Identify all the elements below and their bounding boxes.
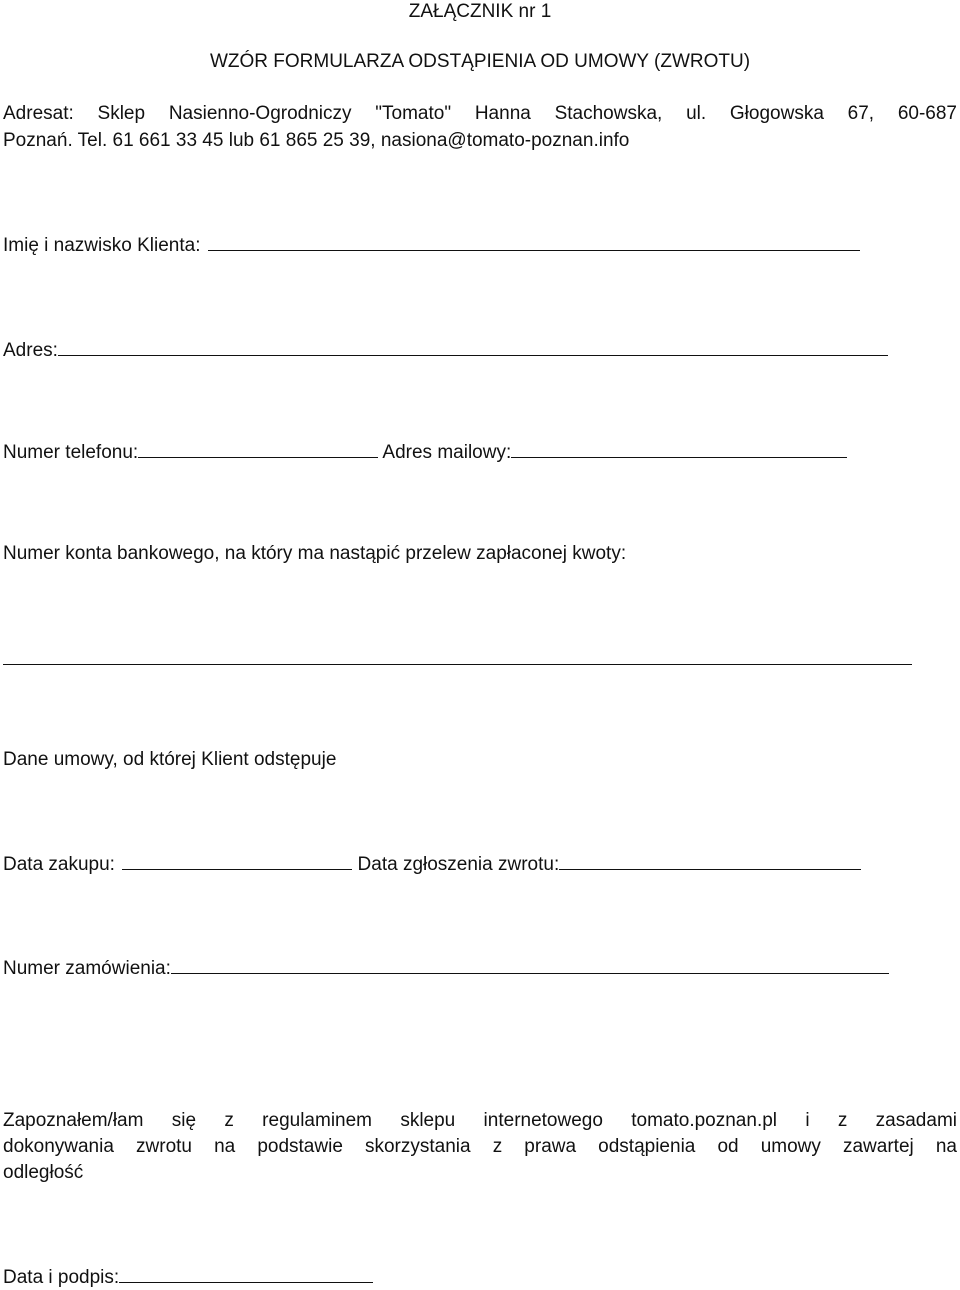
- address-label: Adres:: [3, 340, 58, 361]
- address-field[interactable]: [58, 337, 888, 356]
- statement-line-2: dokonywania zwrotu na podstawie skorzystania z prawa odstąpienia od umowy zawartej na: [3, 1136, 957, 1157]
- order-number-field[interactable]: [171, 955, 889, 974]
- bank-account-label: Numer konta bankowego, na który ma nastąpić przelew zapłaconej kwoty:: [3, 543, 627, 564]
- purchase-date-field[interactable]: [122, 851, 352, 870]
- phone-email-row: [3, 439, 847, 465]
- client-name-field[interactable]: [208, 232, 860, 251]
- statement-line-3: odległość: [3, 1162, 84, 1183]
- email-label: Adres mailowy:: [382, 442, 512, 463]
- contract-data-heading: Dane umowy, od której Klient odstępuje: [3, 749, 337, 770]
- addressee-line-2: Poznań. Tel. 61 661 33 45 lub 61 865 25 39, nasiona@tomato-poznan.info: [3, 130, 630, 151]
- statement-line-1: Zapoznałem/łam się z regulaminem sklepu internetowego tomato.poznan.pl i z zasadami: [3, 1110, 957, 1131]
- phone-field[interactable]: [138, 439, 378, 458]
- return-date-field[interactable]: [559, 851, 861, 870]
- form-title: WZÓR FORMULARZA ODSTĄPIENIA OD UMOWY (ZWROTU): [209, 51, 751, 72]
- signature-field[interactable]: [119, 1264, 373, 1283]
- client-name-row: [3, 232, 860, 258]
- addressee-line-1: Adresat: Sklep Nasienno-Ogrodniczy "Tomato" Hanna Stachowska, ul. Głogowska 67, 60-687: [3, 103, 957, 124]
- attachment-label: ZAŁĄCZNIK nr 1: [408, 1, 552, 22]
- purchase-date-label: Data zakupu:: [3, 854, 115, 875]
- email-field[interactable]: [511, 439, 847, 458]
- signature-row: [3, 1264, 373, 1290]
- return-date-label: Data zgłoszenia zwrotu:: [357, 854, 560, 875]
- signature-label: Data i podpis:: [3, 1267, 120, 1288]
- bank-account-field[interactable]: [3, 646, 912, 665]
- client-name-label: Imię i nazwisko Klienta:: [3, 235, 201, 256]
- address-row: [3, 337, 888, 363]
- order-number-row: [3, 955, 889, 981]
- phone-label: Numer telefonu:: [3, 442, 139, 463]
- dates-row: [3, 851, 861, 877]
- order-number-label: Numer zamówienia:: [3, 958, 171, 979]
